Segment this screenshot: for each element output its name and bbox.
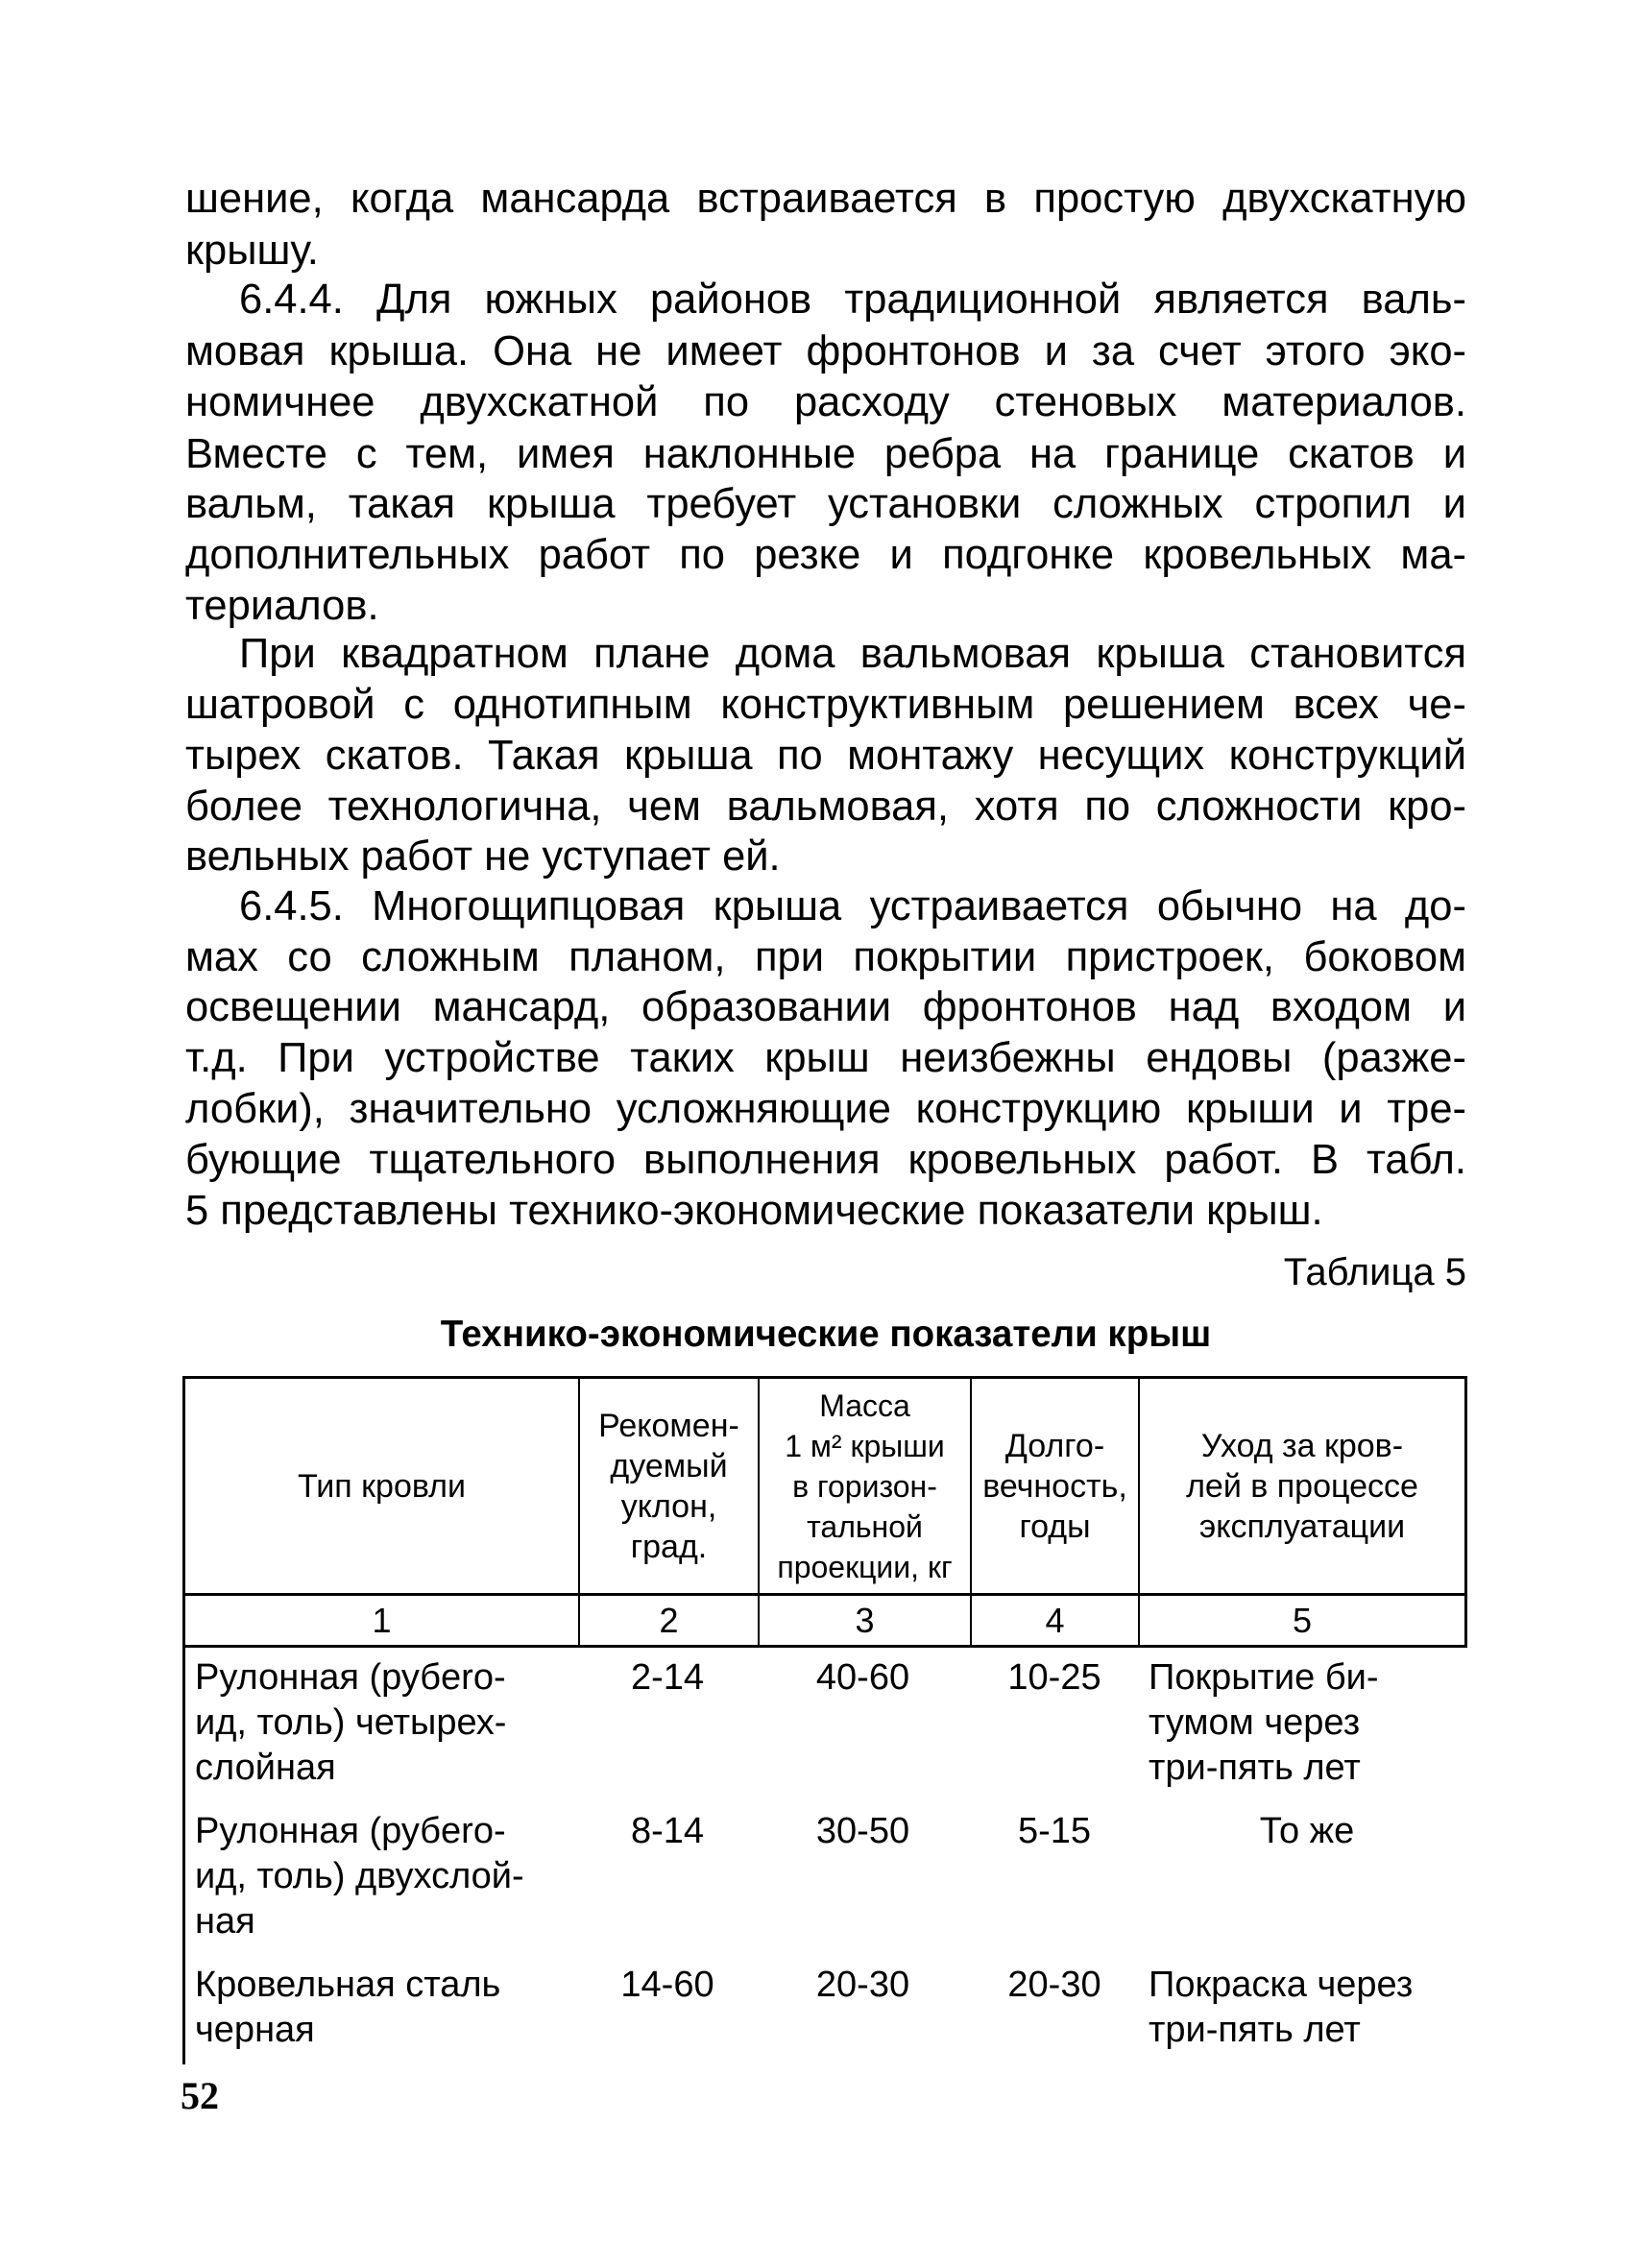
text-line: шение, когда мансарда встраивается в простую двухскатную [185,176,1466,222]
text-line: более технологична, чем вальмовая, хотя по сложности кро- [185,784,1466,830]
mass-cell: 20-30 [815,1965,910,2005]
text-line: тырех скатов. Такая крыша по монтажу несущих конструкций [185,733,1466,779]
table-label: Таблица 5 [1283,1251,1466,1293]
text-line: лобки), значительно усложняющие конструкцию крыши и тре- [185,1086,1466,1132]
text-line: мах со сложным планом, при покрытии пристроек, боковом [185,934,1466,980]
slope-cell: 2-14 [630,1657,705,1698]
slope-cell: 8-14 [630,1811,705,1851]
text-line: шатровой с однотипным конструктивным решением всех че- [185,682,1466,728]
roof-type-cell: Кровельная сталь черная [195,1965,501,2050]
care-cell: Покраска через три-пять лет [1149,1965,1414,2050]
text-line: 6.4.5. Многощипцовая крыша устраивается обычно на до- [239,883,1466,929]
mass-cell: 40-60 [815,1657,910,1698]
column-number: 3 [855,1601,875,1640]
text-line: 5 представлены технико-экономические показатели крыш. [185,1188,1323,1234]
column-number: 1 [372,1601,392,1640]
roof-type-cell: Рулонная (рубero- ид, толь) двухслой- ная [195,1811,524,1942]
text-line: крышу. [185,228,319,274]
durability-cell: 20-30 [1007,1965,1101,2005]
text-line: Вместе с тем, имея наклонные ребра на границе скатов и [185,431,1466,477]
table-header-cell: Тип кровли [298,1467,466,1505]
text-line: териалов. [185,583,379,629]
text-line: т.д. При устройстве таких крыш неизбежны ендовы (разже- [185,1035,1466,1081]
care-cell: То же [1259,1811,1355,1851]
text-line: вельных работ не уступает ей. [185,833,781,880]
slope-cell: 14-60 [620,1965,714,2005]
table-title: Технико-экономические показатели крыш [440,1314,1212,1355]
text-line: 6.4.4. Для южных районов традиционной является валь- [239,277,1466,323]
table-header-cell: Масса 1 м² крыши в горизон- тальной проекции, кг [777,1387,953,1584]
care-cell: Покрытие би- тумом через три-пять лет [1149,1657,1379,1788]
text-line: вальм, такая крыша требует установки сложных стропил и [185,481,1466,527]
roof-type-cell: Рулонная (рубero- ид, толь) четырех- слойная [195,1657,507,1788]
text-line: дополнительных работ по резке и подгонке кровельных ма- [185,532,1466,578]
table-header-cell: Рекомен- дуемый уклон, град. [598,1407,739,1565]
column-number: 4 [1045,1601,1065,1640]
table-header-cell: Уход за кров- лей в процессе эксплуатации [1186,1427,1418,1545]
text-line: При квадратном плане дома вальмовая крыша становится [239,631,1466,677]
mass-cell: 30-50 [815,1811,910,1851]
durability-cell: 10-25 [1007,1657,1101,1698]
text-line: номичнее двухскатной по расходу стеновых материалов. [185,379,1466,425]
page-number: 52 [181,2074,219,2117]
durability-cell: 5-15 [1017,1811,1092,1851]
column-number: 5 [1292,1601,1313,1640]
text-line: бующие тщательного выполнения кровельных работ. В табл. [185,1137,1466,1183]
text-line: освещении мансард, образовании фронтонов над входом и [185,984,1466,1030]
text-line: мовая крыша. Она не имеет фронтонов и за счет этого эко- [185,328,1466,374]
column-number: 2 [659,1601,679,1640]
table-header-cell: Долго- вечность, годы [982,1427,1127,1545]
